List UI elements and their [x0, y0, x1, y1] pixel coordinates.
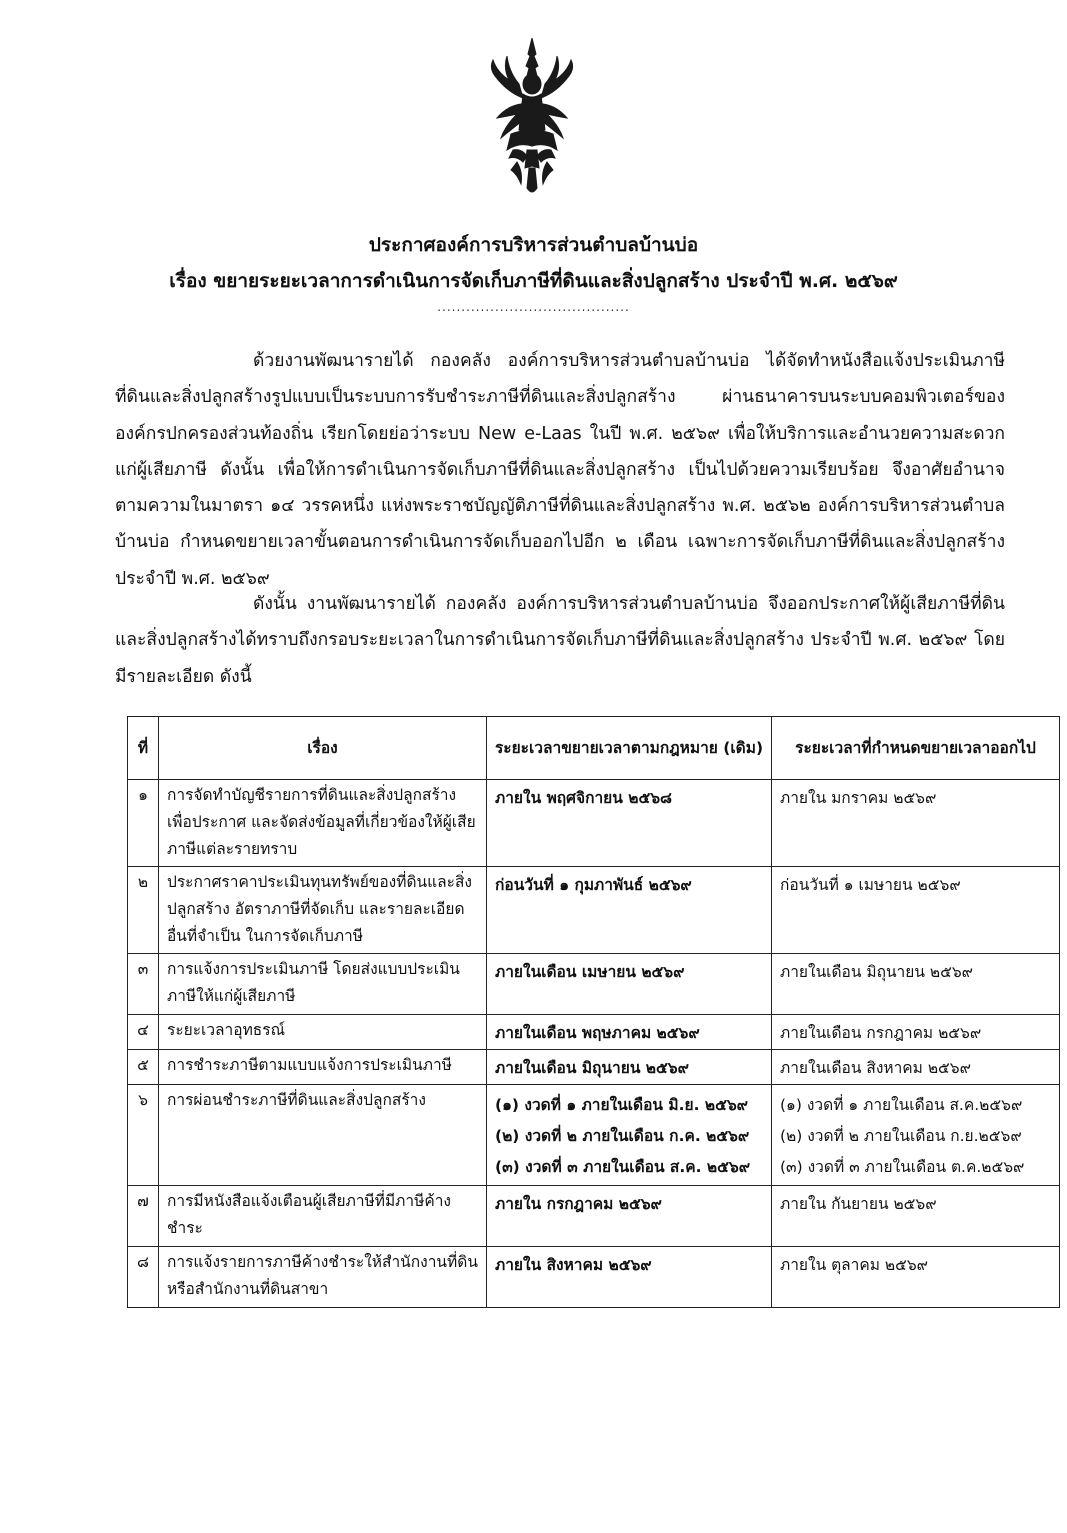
- row-extended: [772, 954, 1060, 1015]
- original-deadline: ภายในเดือน มิถุนายน ๒๕๖๙: [495, 1059, 689, 1077]
- schedule-table: [127, 716, 1060, 1308]
- extended-deadline: ภายใน ตุลาคม ๒๕๖๙: [780, 1256, 929, 1274]
- row-original: [487, 1050, 772, 1085]
- table-row: [128, 1247, 1060, 1308]
- row-no: ๓: [128, 954, 159, 1015]
- row-subject: การจัดทำบัญชีรายการที่ดินและสิ่งปลูกสร้าง เพื่อประกาศ และจัดส่งข้อมูลที่เกี่ยวข้องให้ผู้เสียภาษีแต่ละรายทราบ: [159, 780, 487, 867]
- body-paragraph-1: ด้วยงานพัฒนารายได้ กองคลัง องค์การบริหารส่วนตำบลบ้านบ่อ ได้จัดทำหนังสือแจ้งประเมินภาษีที่ดินและสิ่งปลูกสร้างรูปแบบเป็นระบบการรับชำระภาษีที่ดินและสิ่งปลูกสร้าง ผ่านธนาคารบนระบบคอมพิวเตอร์ขององค์กรปกครองส่วนท้องถิ่น เรียกโดยย่อว่าระบบ New e-Laas ในปี พ.ศ. ๒๕๖๙ เพื่อให้บริการและอำนวยความสะดวกแก่ผู้เสียภาษี ดังนั้น เพื่อให้การดำเนินการจัดเก็บภาษีที่ดินและสิ่งปลูกสร้าง เป็นไปด้วยความเรียบร้อย จึงอาศัยอำนาจตามความในมาตรา ๑๔ วรรคหนึ่ง แห่งพระราชบัญญัติภาษีที่ดินและสิ่งปลูกสร้าง พ.ศ. ๒๕๖๒ องค์การบริหารส่วนตำบลบ้านบ่อ กำหนดขยายเวลาขั้นตอนการดำเนินการจัดเก็บออกไปอีก ๒ เดือน เฉพาะการจัดเก็บภาษีที่ดินและสิ่งปลูกสร้าง ประจำปี พ.ศ. ๒๕๖๙: [115, 351, 1005, 589]
- row-extended: [772, 1015, 1060, 1050]
- body-paragraph-2: ดังนั้น งานพัฒนารายได้ กองคลัง องค์การบริหารส่วนตำบลบ้านบ่อ จึงออกประกาศให้ผู้เสียภาษีที่ดินและสิ่งปลูกสร้างได้ทราบถึงกรอบระยะเวลาในการดำเนินการจัดเก็บภาษีที่ดินและสิ่งปลูกสร้าง ประจำปี พ.ศ. ๒๕๖๙ โดยมีรายละเอียด ดังนี้: [115, 594, 1005, 687]
- extended-installment: (๒) งวดที่ ๒ ภายในเดือน ก.ย.๒๕๖๙: [780, 1127, 1022, 1145]
- row-original: [487, 780, 772, 867]
- row-original: [487, 954, 772, 1015]
- original-installment: (๑) งวดที่ ๑ ภายในเดือน มิ.ย. ๒๕๖๙: [495, 1096, 749, 1114]
- original-deadline: ภายใน กรกฎาคม ๒๕๖๙: [495, 1195, 662, 1213]
- row-no: ๒: [128, 867, 159, 954]
- row-extended: [772, 780, 1060, 867]
- table-header-row: [128, 717, 1060, 780]
- row-no: ๑: [128, 780, 159, 867]
- original-deadline: ภายใน สิงหาคม ๒๕๖๙: [495, 1256, 652, 1274]
- extended-deadline: ภายในเดือน มิถุนายน ๒๕๖๙: [780, 963, 974, 981]
- original-deadline: ภายใน พฤศจิกายน ๒๕๖๘: [495, 789, 672, 807]
- extended-deadline: ก่อนวันที่ ๑ เมษายน ๒๕๖๙: [780, 876, 961, 894]
- original-deadline: ภายในเดือน พฤษภาคม ๒๕๖๙: [495, 1024, 700, 1042]
- extended-deadline: ภายในเดือน สิงหาคม ๒๕๖๙: [780, 1059, 971, 1077]
- row-extended: [772, 1085, 1060, 1186]
- extended-deadline: ภายใน กันยายน ๒๕๖๙: [780, 1195, 937, 1213]
- table-row: [128, 954, 1060, 1015]
- garuda-emblem-icon: [487, 38, 577, 196]
- extended-installment: (๑) งวดที่ ๑ ภายในเดือน ส.ค.๒๕๖๙: [780, 1096, 1023, 1114]
- row-extended: [772, 1050, 1060, 1085]
- row-subject: ประกาศราคาประเมินทุนทรัพย์ของที่ดินและสิ่งปลูกสร้าง อัตราภาษีที่จัดเก็บ และรายละเอียดอื่นที่จำเป็น ในการจัดเก็บภาษี: [159, 867, 487, 954]
- header-extended: ระยะเวลาที่กำหนดขยายเวลาออกไป: [772, 717, 1060, 780]
- row-original: [487, 1015, 772, 1050]
- header-no: ที่: [128, 717, 159, 780]
- row-subject: การผ่อนชำระภาษีที่ดินและสิ่งปลูกสร้าง: [159, 1085, 487, 1186]
- announcement-subject: เรื่อง ขยายระยะเวลาการดำเนินการจัดเก็บภาษีที่ดินและสิ่งปลูกสร้าง ประจำปี พ.ศ. ๒๕๖๙: [169, 270, 898, 292]
- table-row: [128, 1050, 1060, 1085]
- original-installment: (๓) งวดที่ ๓ ภายในเดือน ส.ค. ๒๕๖๙: [495, 1158, 751, 1176]
- row-extended: [772, 867, 1060, 954]
- row-subject: การแจ้งการประเมินภาษี โดยส่งแบบประเมินภาษีให้แก่ผู้เสียภาษี: [159, 954, 487, 1015]
- row-subject: การมีหนังสือแจ้งเตือนผู้เสียภาษีที่มีภาษีค้างชำระ: [159, 1186, 487, 1247]
- row-no: ๔: [128, 1015, 159, 1050]
- row-original: [487, 1247, 772, 1308]
- extended-installment: (๓) งวดที่ ๓ ภายในเดือน ต.ค.๒๕๖๙: [780, 1158, 1025, 1176]
- table-row: [128, 780, 1060, 867]
- table-row: [128, 1186, 1060, 1247]
- row-no: ๘: [128, 1247, 159, 1308]
- original-deadline: ภายในเดือน เมษายน ๒๕๖๙: [495, 963, 685, 981]
- announcement-title: ประกาศองค์การบริหารส่วนตำบลบ้านบ่อ: [368, 234, 699, 256]
- row-subject: การชำระภาษีตามแบบแจ้งการประเมินภาษี: [159, 1050, 487, 1085]
- row-no: ๖: [128, 1085, 159, 1186]
- row-original: [487, 1186, 772, 1247]
- row-subject: ระยะเวลาอุทธรณ์: [159, 1015, 487, 1050]
- table-row: [128, 867, 1060, 954]
- header-original: ระยะเวลาขยายเวลาตามกฎหมาย (เดิม): [487, 717, 772, 780]
- original-installment: (๒) งวดที่ ๒ ภายในเดือน ก.ค. ๒๕๖๙: [495, 1127, 750, 1145]
- extended-deadline: ภายในเดือน กรกฎาคม ๒๕๖๙: [780, 1024, 982, 1042]
- row-subject: การแจ้งรายการภาษีค้างชำระให้สำนักงานที่ดินหรือสำนักงานที่ดินสาขา: [159, 1247, 487, 1308]
- row-extended: [772, 1186, 1060, 1247]
- row-no: ๕: [128, 1050, 159, 1085]
- row-original: [487, 867, 772, 954]
- header-subject: เรื่อง: [159, 717, 487, 780]
- original-deadline: ก่อนวันที่ ๑ กุมภาพันธ์ ๒๕๖๙: [495, 876, 692, 894]
- table-row: [128, 1015, 1060, 1050]
- table-row: [128, 1085, 1060, 1186]
- extended-deadline: ภายใน มกราคม ๒๕๖๙: [780, 789, 937, 807]
- row-extended: [772, 1247, 1060, 1308]
- title-separator: ........................................: [437, 300, 630, 314]
- row-original: [487, 1085, 772, 1186]
- row-no: ๗: [128, 1186, 159, 1247]
